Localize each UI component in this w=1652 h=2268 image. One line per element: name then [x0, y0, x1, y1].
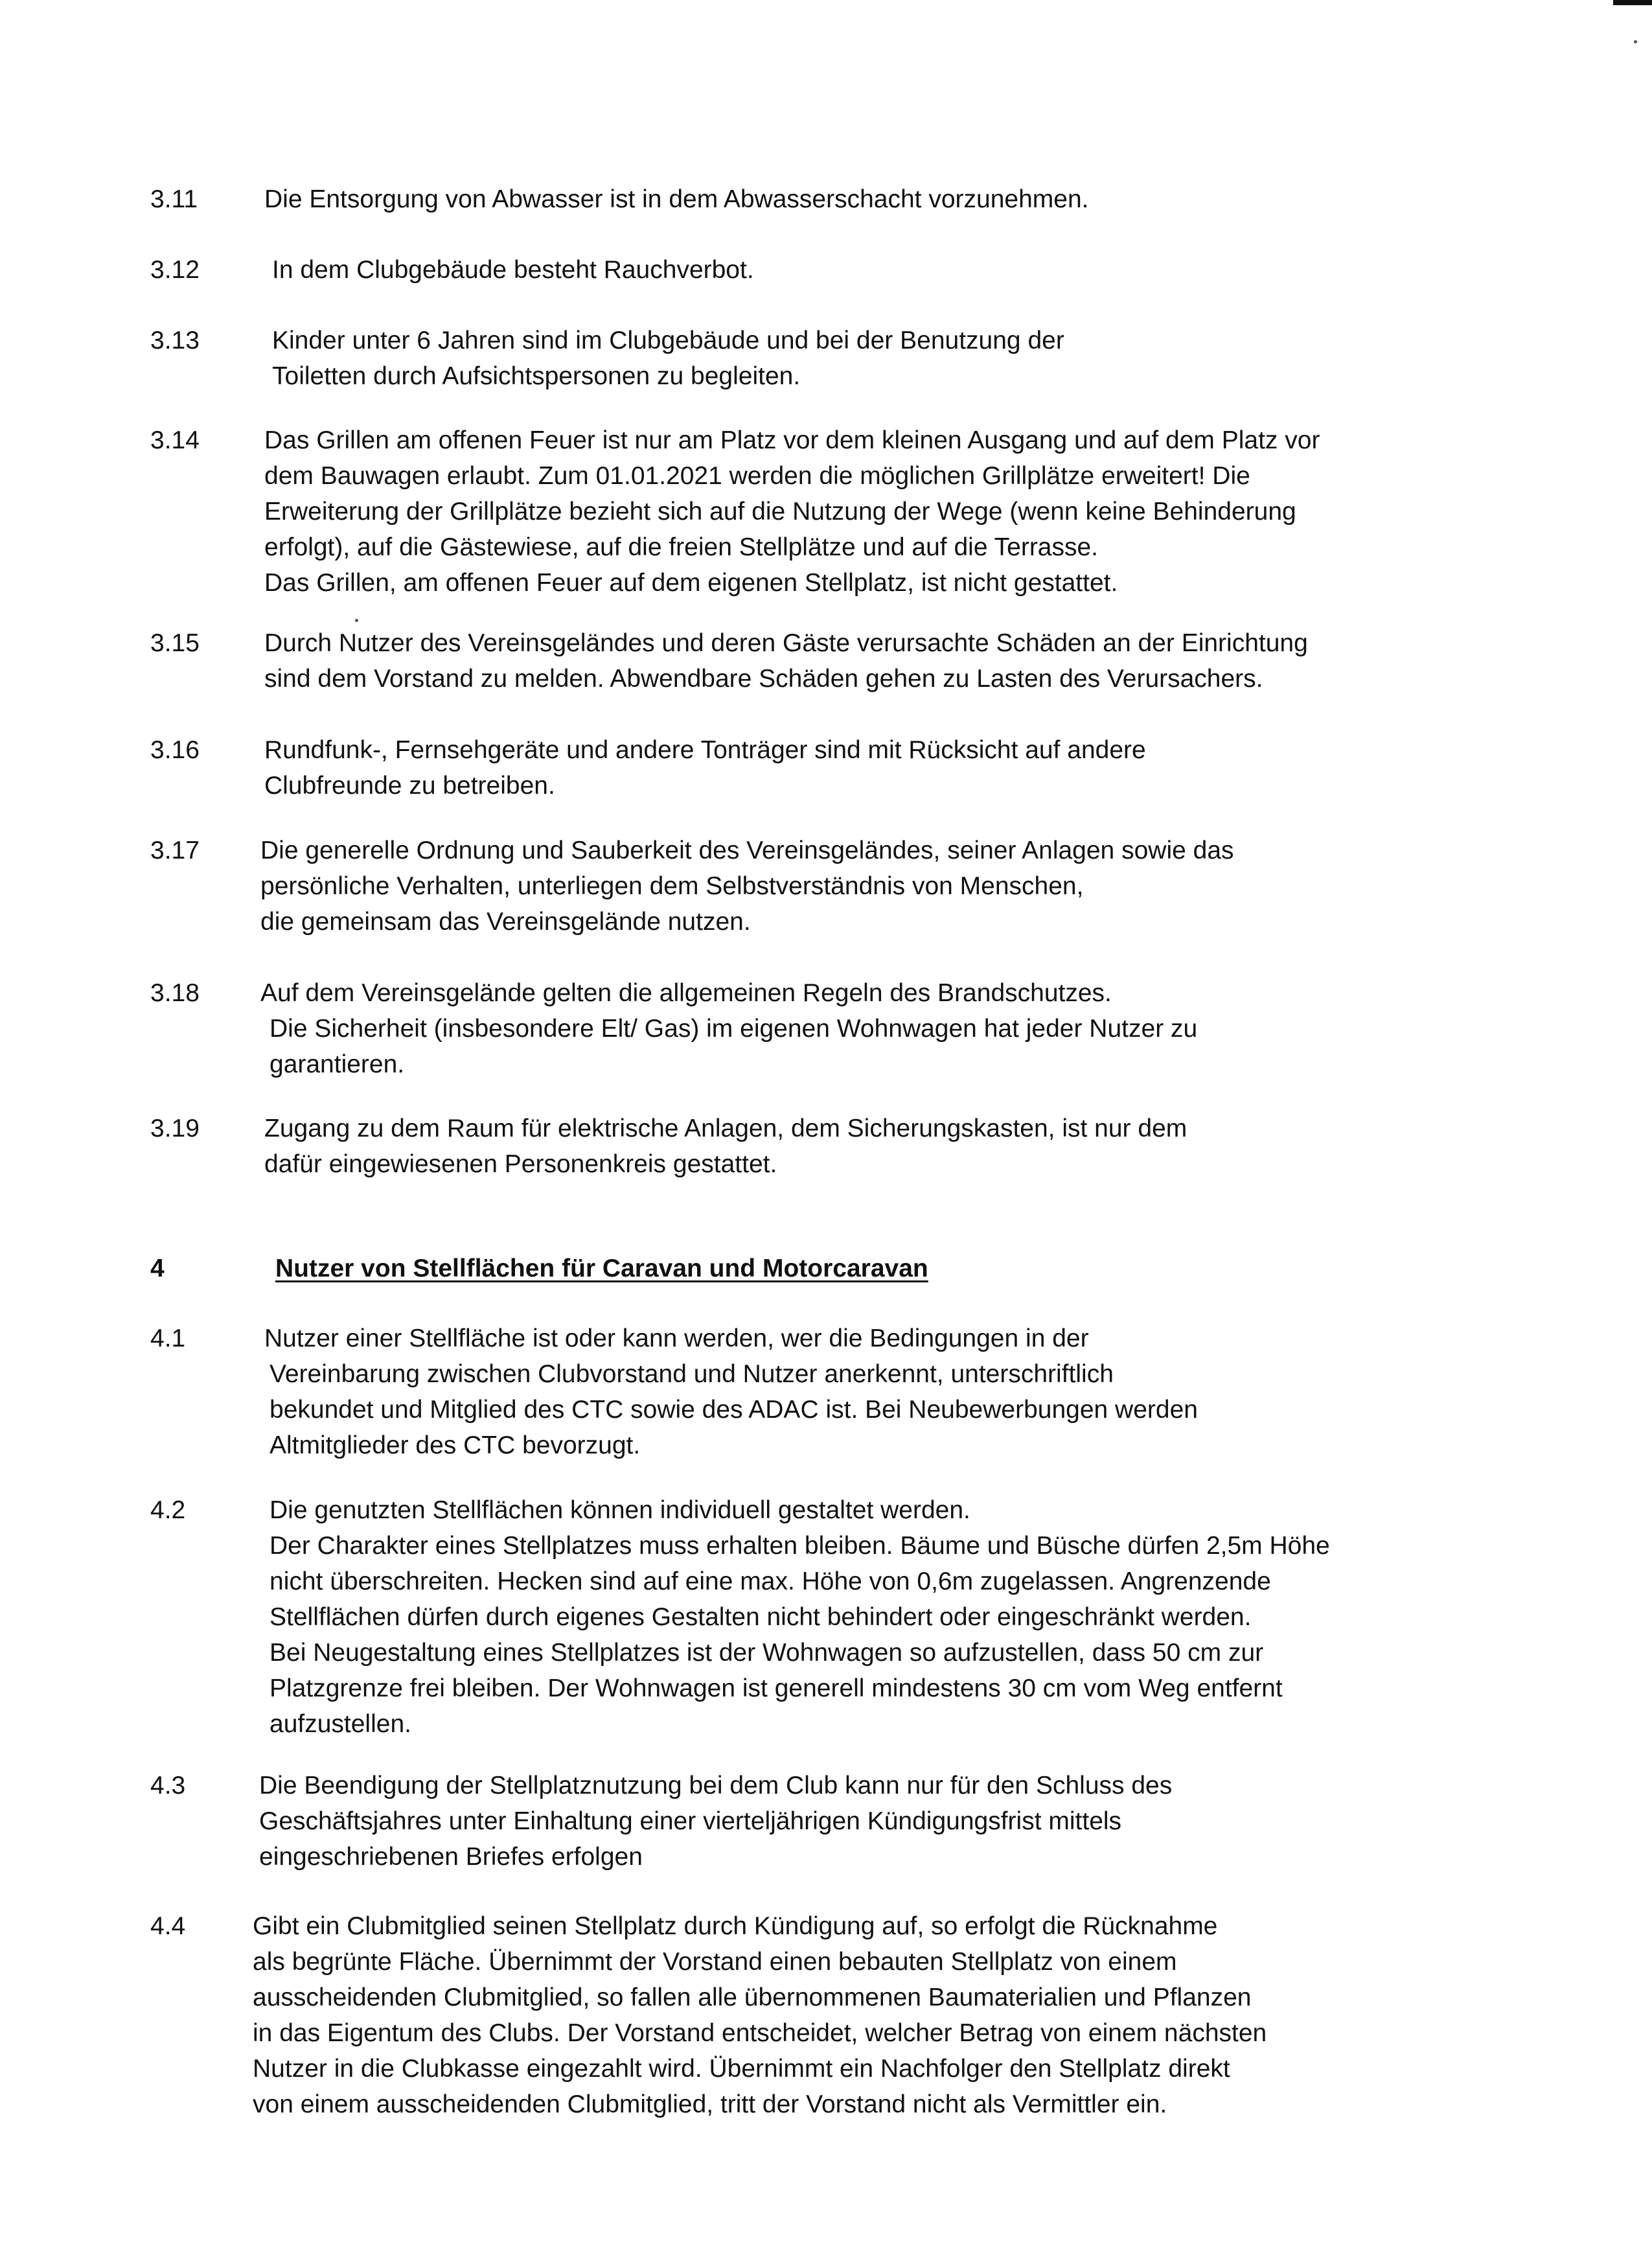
section-line: Erweiterung der Grillplätze bezieht sich auf die Nutzung der Wege (wenn keine Behinderung: [264, 498, 1296, 526]
section-line: Toiletten durch Aufsichtspersonen zu begleiten.: [272, 362, 801, 390]
section-number: 3.17: [150, 837, 200, 864]
section-number: 3.16: [150, 736, 200, 764]
scan-speck: [1634, 40, 1637, 43]
section-line: Die Entsorgung von Abwasser ist in dem Abwasserschacht vorzunehmen.: [264, 185, 1089, 213]
section-line: Auf dem Vereinsgelände gelten die allgemeinen Regeln des Brandschutzes.: [260, 979, 1112, 1007]
section-line: Rundfunk-, Fernsehgeräte und andere Tonträger sind mit Rücksicht auf andere: [264, 736, 1146, 764]
subsection-line: Die genutzten Stellflächen können individuell gestaltet werden.: [270, 1496, 970, 1524]
section-line: Die generelle Ordnung und Sauberkeit des Vereinsgeländes, seiner Anlagen sowie das: [260, 837, 1234, 864]
section-line: persönliche Verhalten, unterliegen dem Selbstverständnis von Menschen,: [260, 872, 1084, 900]
subsection-line: Gibt ein Clubmitglied seinen Stellplatz durch Kündigung auf, so erfolgt die Rücknahme: [253, 1912, 1218, 1940]
section-text: [264, 181, 1495, 217]
section-number: 3.19: [150, 1115, 200, 1142]
section-line: die gemeinsam das Vereinsgelände nutzen.: [260, 908, 751, 936]
subsection-line: Der Charakter eines Stellplatzes muss erhalten bleiben. Bäume und Büsche dürfen 2,5m Höhe: [270, 1532, 1330, 1560]
section-line: sind dem Vorstand zu melden. Abwendbare Schäden gehen zu Lasten des Verursachers.: [264, 665, 1263, 693]
section-line: Das Grillen am offenen Feuer ist nur am Platz vor dem kleinen Ausgang und auf dem Platz vor: [264, 426, 1320, 454]
subsection-line: Bei Neugestaltung eines Stellplatzes ist der Wohnwagen so aufzustellen, dass 50 cm zur: [270, 1639, 1264, 1667]
subsection-number: 4.2: [150, 1496, 186, 1524]
section-line: Durch Nutzer des Vereinsgeländes und deren Gäste verursachte Schäden an der Einrichtung: [264, 629, 1308, 657]
section-text: [264, 625, 1495, 697]
subsection-line: Altmitglieder des CTC bevorzugt.: [270, 1431, 641, 1459]
subsection-line: Stellflächen dürfen durch eigenes Gestalten nicht behindert oder eingeschränkt werden.: [270, 1603, 1252, 1631]
subsection-line: Geschäftsjahres unter Einhaltung einer vierteljährigen Kündigungsfrist mittels: [259, 1807, 1122, 1835]
subsection-line: Nutzer in die Clubkasse eingezahlt wird. Übernimmt ein Nachfolger den Stellplatz direkt: [253, 2055, 1230, 2083]
section-number: 3.13: [150, 327, 200, 354]
section-text: [264, 1111, 1495, 1182]
section-text: [272, 252, 1503, 288]
subsection-text: [270, 1492, 1500, 1742]
section-line: Clubfreunde zu betreiben.: [264, 772, 555, 800]
subsection-number: 4.1: [150, 1325, 186, 1352]
subsection-text: [253, 1908, 1484, 2122]
section-number: 3.14: [150, 426, 200, 454]
section-line: Die Sicherheit (insbesondere Elt/ Gas) im eigenen Wohnwagen hat jeder Nutzer zu: [270, 1015, 1198, 1043]
scan-corner-mark: [1613, 0, 1652, 5]
section-number: 3.18: [150, 979, 200, 1007]
chapter-title: Nutzer von Stellflächen für Caravan und Motorcaravan: [275, 1255, 928, 1282]
section-line: Zugang zu dem Raum für elektrische Anlagen, dem Sicherungskasten, ist nur dem: [264, 1115, 1187, 1142]
subsection-line: als begrünte Fläche. Übernimmt der Vorstand einen bebauten Stellplatz von einem: [253, 1948, 1177, 1976]
section-text: [260, 975, 1491, 1082]
subsection-line: bekundet und Mitglied des CTC sowie des ADAC ist. Bei Neubewerbungen werden: [270, 1396, 1198, 1424]
section-number: 3.11: [150, 185, 198, 213]
subsection-number: 4.4: [150, 1912, 186, 1940]
section-line: In dem Clubgebäude besteht Rauchverbot.: [272, 256, 754, 284]
section-line: Das Grillen, am offenen Feuer auf dem eigenen Stellplatz, ist nicht gestattet.: [264, 569, 1118, 597]
subsection-line: Vereinbarung zwischen Clubvorstand und Nutzer anerkennt, unterschriftlich: [270, 1360, 1114, 1388]
subsection-text: [264, 1321, 1495, 1463]
section-line: Kinder unter 6 Jahren sind im Clubgebäude und bei der Benutzung der: [272, 327, 1064, 354]
subsection-line: aufzustellen.: [270, 1710, 411, 1738]
subsection-line: nicht überschreiten. Hecken sind auf eine max. Höhe von 0,6m zugelassen. Angrenzende: [270, 1568, 1271, 1595]
section-text: [264, 732, 1495, 804]
section-text: [264, 422, 1495, 601]
section-text: [272, 323, 1503, 394]
section-line: erfolgt), auf die Gästewiese, auf die freien Stellplätze und auf die Terrasse.: [264, 533, 1099, 561]
subsection-line: eingeschriebenen Briefes erfolgen: [259, 1843, 643, 1871]
section-number: 3.15: [150, 629, 200, 657]
subsection-line: von einem ausscheidenden Clubmitglied, tritt der Vorstand nicht als Vermittler ein.: [253, 2090, 1167, 2118]
subsection-line: Die Beendigung der Stellplatznutzung bei dem Club kann nur für den Schluss des: [259, 1772, 1173, 1799]
section-text: [260, 833, 1491, 940]
section-line: garantieren.: [270, 1050, 405, 1078]
subsection-line: Nutzer einer Stellfläche ist oder kann werden, wer die Bedingungen in der: [264, 1325, 1089, 1352]
section-number: 3.12: [150, 256, 200, 284]
subsection-line: in das Eigentum des Clubs. Der Vorstand entscheidet, welcher Betrag von einem nächsten: [253, 2019, 1267, 2047]
subsection-line: ausscheidenden Clubmitglied, so fallen alle übernommenen Baumaterialien und Pflanzen: [253, 1984, 1252, 2011]
subsection-line: Platzgrenze frei bleiben. Der Wohnwagen ist generell mindestens 30 cm vom Weg entfernt: [270, 1674, 1283, 1702]
subsection-text: [259, 1768, 1490, 1875]
chapter-number: 4: [150, 1255, 165, 1282]
scan-speck: [355, 619, 358, 622]
subsection-number: 4.3: [150, 1772, 186, 1799]
section-line: dem Bauwagen erlaubt. Zum 01.01.2021 werden die möglichen Grillplätze erweitert! Die: [264, 462, 1250, 490]
section-line: dafür eingewiesenen Personenkreis gestattet.: [264, 1150, 777, 1178]
